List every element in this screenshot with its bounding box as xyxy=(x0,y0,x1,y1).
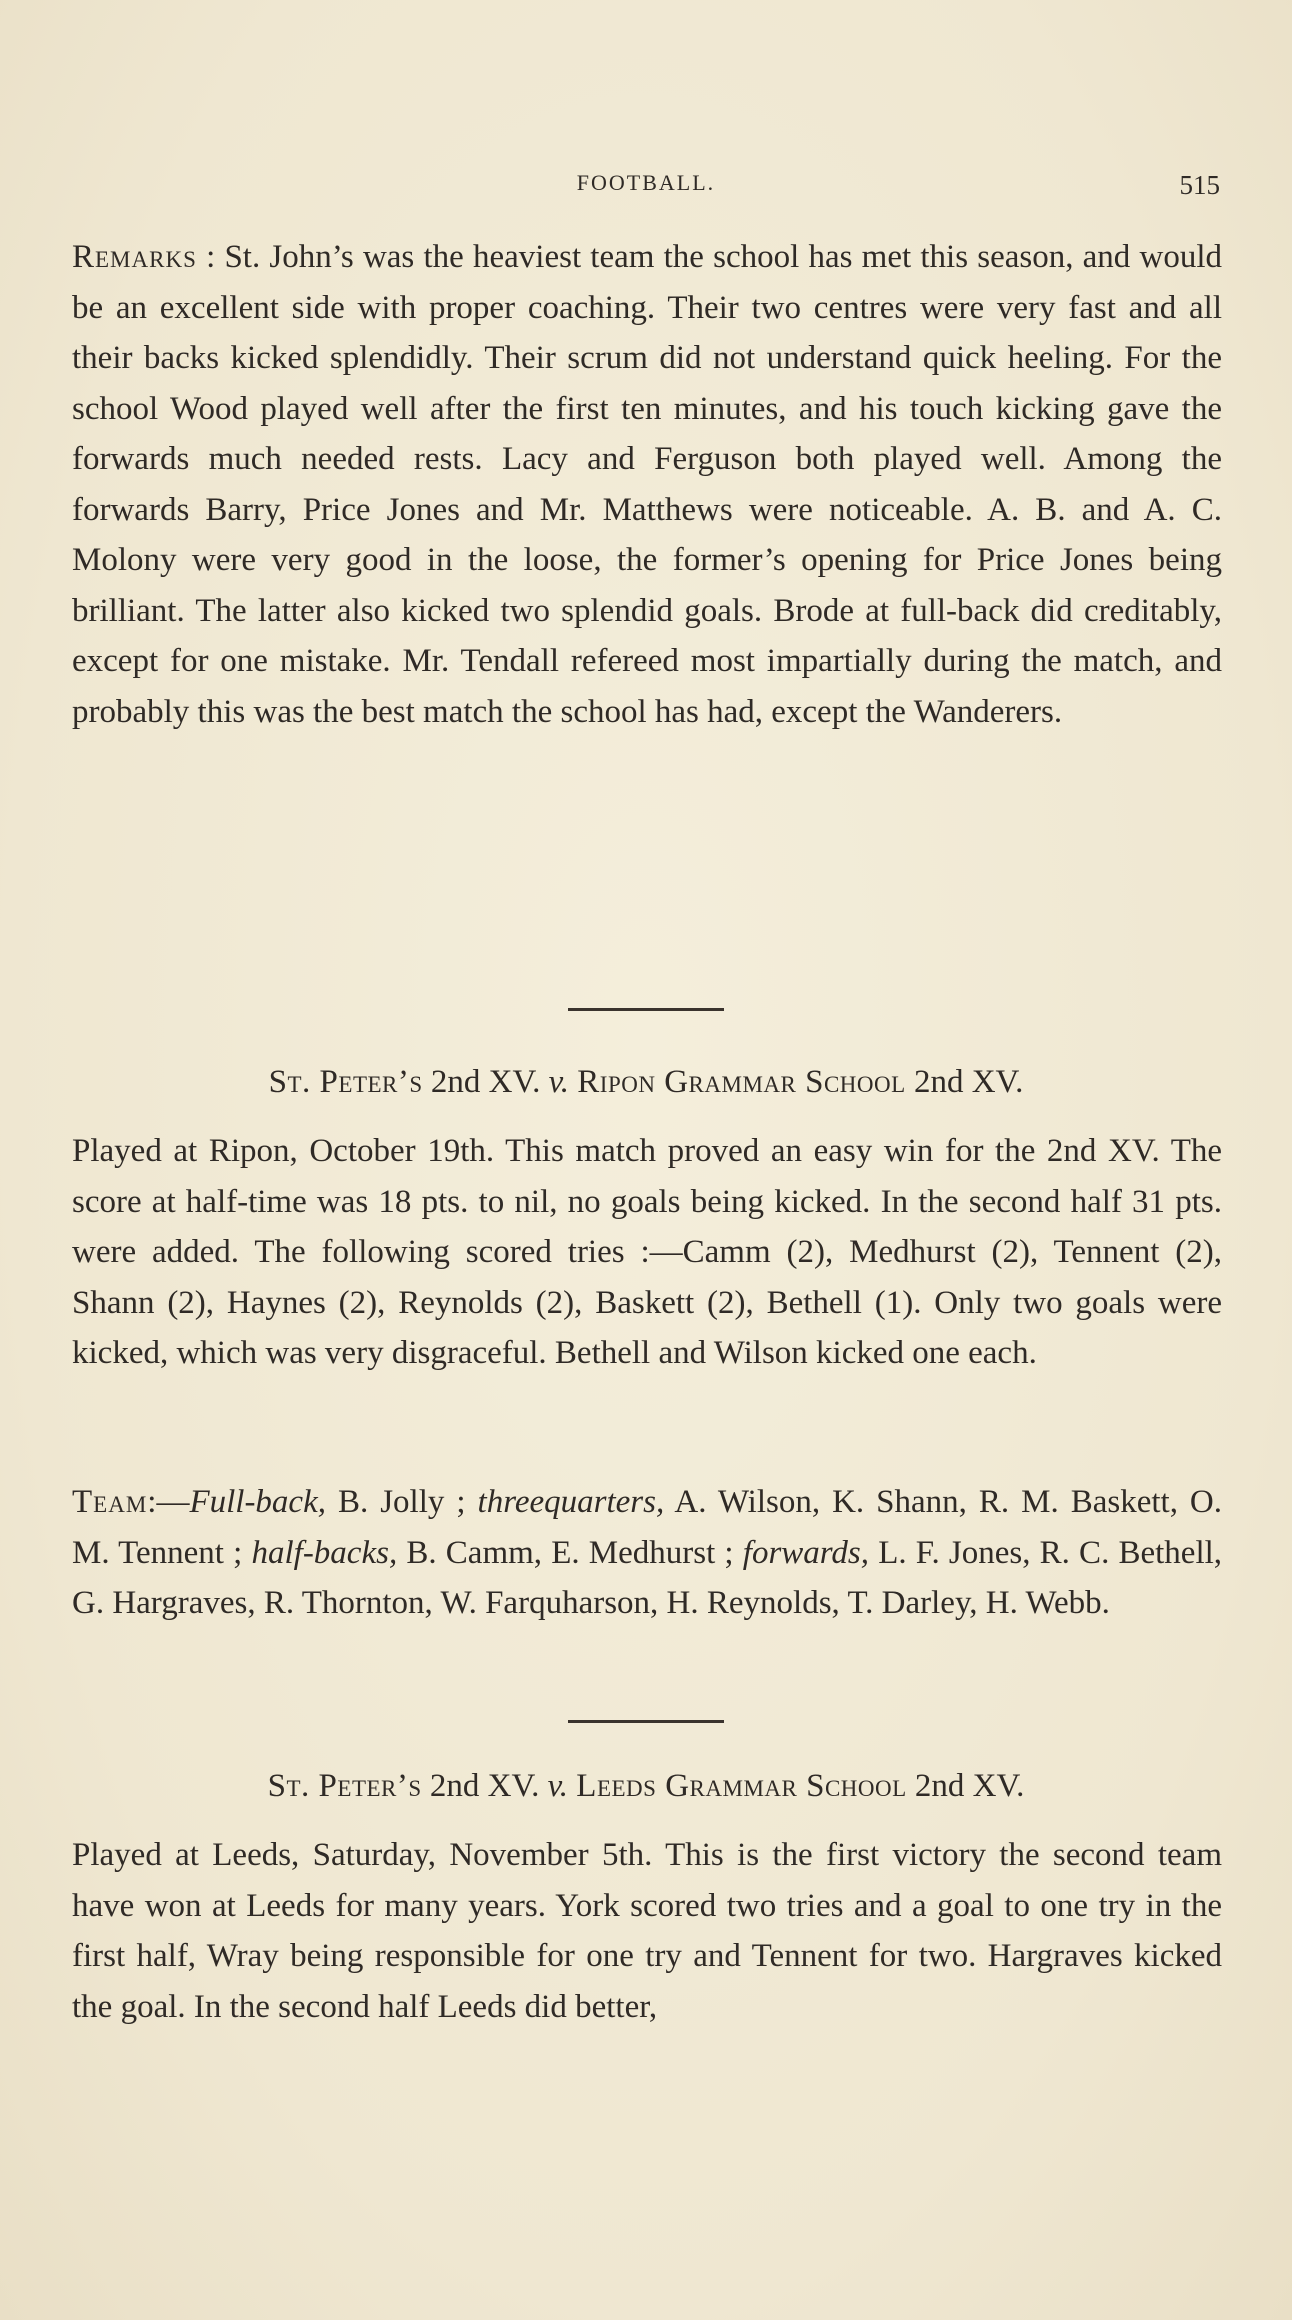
ripon-heading-opponent: Ripon Grammar School xyxy=(577,1064,906,1100)
halfbacks-names: B. Camm, E. Medhurst ; xyxy=(406,1534,734,1571)
halfbacks-label: half-backs, xyxy=(251,1534,398,1571)
ripon-match-report: Played at Ripon, October 19th. This match proved an easy win for the 2nd XV. The score at half-time was 18 pts. to nil, no goals being kicked. In the second half 31 pts. were added. The following scored tries :—Camm (2), Medhurst (2), Tennent (2), Shann (2), Haynes (2), Reynolds (2), Baskett (2), Bethell (1). Only two goals were kicked, which was very disgraceful. Bethell and Wilson kicked one each. xyxy=(72,1133,1222,1371)
remarks-text: : St. John’s was the heaviest team the school has met this season, and would be an excellent side with proper coaching. Their two centres were very fast and all their backs kicked splendidly. Their scrum did not understand quick heeling. For the school Wood played well after the first ten minutes, and his touch kicking gave the forwards much needed rests. Lacy and Ferguson both played well. Among the forwards Barry, Price Jones and Mr. Matthews were noticeable. A. B. and A. C. Molony were very good in the loose, the former’s opening for Price Jones being brilliant. The latter also kicked two splendid goals. Brode at full-back did creditably, except for one mistake. Mr. Tendall refereed most impartially during the match, and probably this was the best match the school has had, except the Wanderers. xyxy=(72,239,1223,730)
forwards-label: forwards, xyxy=(742,1534,870,1571)
leeds-match-report: Played at Leeds, Saturday, November 5th. This is the first victory the second team have won at Leeds for many years. York scored two tries and a goal to one try in the first half, Wray being responsible for one try and Tennent for two. Hargraves kicked the goal. In the second half Leeds did better, xyxy=(72,1837,1222,2025)
section-divider-2 xyxy=(568,1720,724,1723)
leeds-heading-opponent-suffix: 2nd XV. xyxy=(914,1768,1025,1804)
fullback-label: Full-back, xyxy=(189,1484,326,1520)
remarks-paragraph xyxy=(72,232,1222,737)
ripon-heading-opponent-suffix: 2nd XV. xyxy=(913,1064,1024,1100)
ripon-heading-team-suffix: 2nd XV. xyxy=(430,1064,541,1100)
running-head xyxy=(0,164,1292,204)
threequarters-names: A. Wilson, K. Shann, R. M. Baskett, O. M. Tennent ; xyxy=(72,1484,1223,1571)
ripon-team-paragraph xyxy=(72,1477,1222,1629)
running-title: FOOTBALL. xyxy=(576,170,716,195)
leeds-heading-opponent: Leeds Grammar School xyxy=(576,1768,907,1804)
fullback-names: B. Jolly ; xyxy=(337,1484,466,1520)
page-number: 515 xyxy=(1179,170,1220,200)
ripon-team-label: Team xyxy=(72,1484,148,1520)
section-divider-1 xyxy=(568,1008,724,1011)
leeds-heading-versus: v. xyxy=(547,1768,569,1804)
ripon-match-heading xyxy=(0,1064,1292,1101)
ripon-heading-team: St. Peter’s xyxy=(268,1064,423,1100)
leeds-match-heading xyxy=(0,1768,1292,1805)
leeds-heading-team-suffix: 2nd XV. xyxy=(429,1768,540,1804)
forwards-names: L. F. Jones, R. C. Bethell, G. Hargraves, R. Thornton, W. Farquharson, H. Reynolds, T. Darley, H. Webb. xyxy=(72,1534,1223,1621)
threequarters-label: threequarters, xyxy=(477,1484,665,1520)
ripon-heading-versus: v. xyxy=(548,1064,570,1100)
remarks-label: Remarks xyxy=(72,239,197,275)
leeds-heading-team: St. Peter’s xyxy=(267,1768,422,1804)
ripon-team-sep: :— xyxy=(147,1484,190,1520)
